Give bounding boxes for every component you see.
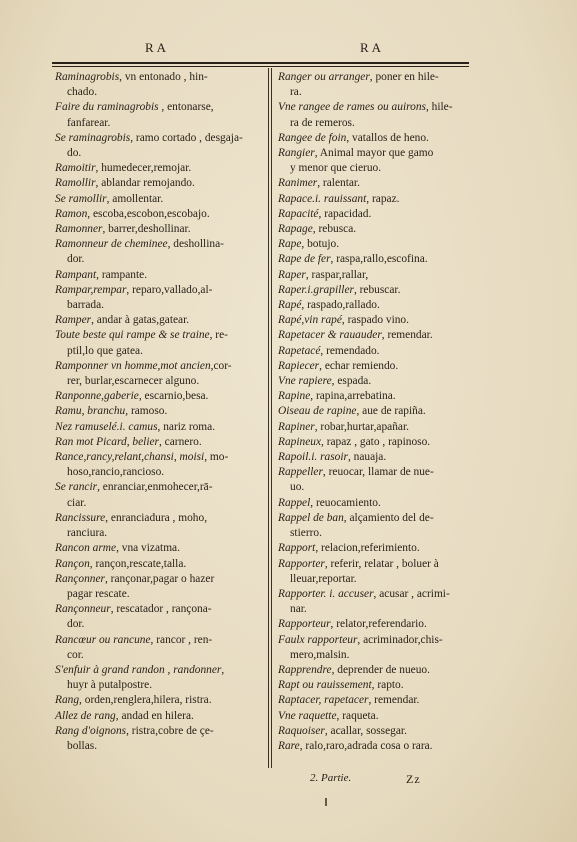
entry-headword: Ramonneur de cheminee	[55, 238, 168, 251]
entry-definition: , rebusca.	[312, 223, 357, 236]
entry-continuation: y menor que cieruo.	[290, 162, 382, 175]
dictionary-entry	[278, 298, 478, 313]
dictionary-entry	[55, 663, 263, 693]
entry-definition: , robar,hurtar,apañar.	[314, 420, 409, 433]
header-rule-thin	[52, 66, 469, 67]
entry-definition: , barrer,deshollinar.	[102, 223, 191, 236]
dictionary-entry	[278, 693, 478, 708]
entry-headword: Rapporteur	[278, 618, 331, 631]
entry-headword: Raper.i.grapiller	[278, 283, 354, 296]
entry-headword: Rapoil.i. rasoir	[278, 451, 348, 464]
entry-definition: , reuocamiento.	[310, 496, 381, 509]
entry-definition: , ralo,raro,adrada cosa o rara.	[299, 739, 433, 752]
entry-headword: Ramper	[55, 314, 92, 327]
entry-continuation: ciar.	[67, 496, 87, 509]
entry-definition: , raqueta.	[336, 709, 379, 722]
entry-definition: , nariz roma.	[157, 420, 216, 433]
dictionary-entry	[278, 450, 478, 465]
entry-headword: Rang d'oignons	[55, 724, 127, 737]
entry-definition: , vatallos de heno.	[346, 131, 429, 144]
entry-headword: Ramollir	[55, 177, 96, 190]
entry-continuation: barrada.	[67, 299, 104, 312]
entry-headword: Ramponner vn homme,mot ancien	[55, 359, 211, 372]
entry-headword: Rappel	[278, 496, 311, 509]
dictionary-entry	[55, 328, 263, 358]
running-head	[55, 40, 467, 62]
dictionary-entry	[55, 557, 263, 572]
dictionary-entry	[278, 663, 478, 678]
entry-definition: , raspa,rallo,escofina.	[330, 253, 428, 266]
entry-definition: , mo-	[204, 451, 229, 464]
entry-headword: Rançonner	[55, 572, 105, 585]
entry-definition: , entonarse,	[158, 101, 214, 114]
entry-definition: , aue de rapiña.	[356, 405, 426, 418]
entry-definition: , deprender de nueuo.	[331, 663, 430, 676]
column-divider-inner	[271, 68, 272, 768]
left-column	[55, 70, 263, 754]
entry-headword: Rançonneur	[55, 603, 111, 616]
entry-definition: , acusar , acrimi-	[373, 587, 450, 600]
dictionary-entry	[55, 541, 263, 556]
dictionary-entry	[55, 161, 263, 176]
entry-headword: Allez de rang	[55, 709, 116, 722]
dictionary-entry	[278, 496, 478, 511]
dictionary-entry	[278, 268, 478, 283]
dictionary-entry	[55, 131, 263, 161]
entry-definition: , escarnio,besa.	[138, 390, 209, 403]
dictionary-entry	[278, 359, 478, 374]
dictionary-entry	[278, 313, 478, 328]
entry-definition: , vna vizatma.	[116, 542, 180, 555]
entry-definition: , re-	[209, 329, 228, 342]
entry-headword: Rancissure	[55, 511, 106, 524]
entry-definition: , poner en hile-	[369, 71, 439, 83]
entry-definition: ,cor-	[210, 359, 232, 372]
entry-headword: Ramu, branchu	[55, 405, 126, 418]
entry-definition: , botujo.	[301, 238, 340, 251]
entry-definition: , deshollina-	[167, 238, 224, 251]
entry-definition: , carnero.	[158, 435, 202, 448]
entry-definition: , raspar,rallar,	[305, 268, 369, 281]
dictionary-entry	[278, 192, 478, 207]
entry-headword: Rapé,vin rapé	[278, 314, 342, 327]
entry-headword: Rapiecer	[278, 359, 320, 372]
dictionary-entry	[278, 678, 478, 693]
dictionary-entry	[278, 435, 478, 450]
entry-definition: , ramoso.	[125, 405, 168, 418]
entry-headword: Ranger ou arranger	[278, 71, 370, 83]
entry-headword: Nez ramuselé.i. camus	[55, 420, 158, 433]
entry-headword: Ranponne,gaberie	[55, 390, 139, 403]
entry-headword: Rapineux	[278, 435, 322, 448]
entry-definition: , orden,renglera,hilera, ristra.	[79, 694, 212, 707]
entry-headword: Rangee de foin	[278, 131, 347, 144]
entry-headword: S'enfuir à grand randon , randonner	[55, 663, 222, 676]
entry-definition: , relator,referendario.	[330, 618, 427, 631]
entry-headword: Se ramollir	[55, 192, 107, 205]
dictionary-entry	[278, 237, 478, 252]
dictionary-entry	[278, 724, 478, 739]
entry-headword: Rançon	[55, 557, 90, 570]
entry-headword: Vne raquette	[278, 709, 337, 722]
entry-definition: , reuocar, llamar de nue-	[322, 466, 434, 479]
running-head-left: RA	[145, 40, 170, 55]
entry-definition: , acriminador,chis-	[357, 633, 443, 646]
column-divider	[268, 68, 269, 768]
dictionary-entry	[55, 511, 263, 541]
entry-headword: Rappeller	[278, 466, 323, 479]
entry-continuation: mero,malsin.	[290, 648, 350, 661]
dictionary-entry	[278, 328, 478, 343]
entry-definition: , relacion,referimiento.	[315, 542, 420, 555]
entry-continuation: rer, burlar,escarnecer alguno.	[67, 375, 200, 388]
entry-headword: Se rancir	[55, 481, 98, 494]
entry-continuation: chado.	[67, 86, 98, 99]
entry-headword: Rapacité	[278, 207, 319, 220]
entry-definition: , vn entonado , hin-	[119, 71, 208, 83]
entry-headword: Rapace.i. rauissant	[278, 192, 367, 205]
entry-definition: , raspado,rallado.	[301, 299, 380, 312]
entry-continuation: dor.	[67, 253, 85, 266]
dictionary-entry	[55, 268, 263, 283]
entry-definition: , referir, relatar , boluer à	[324, 557, 439, 570]
entry-headword: Vne rangee de rames ou auirons	[278, 101, 426, 114]
dictionary-entry	[278, 404, 478, 419]
entry-definition: , rapto.	[371, 679, 404, 692]
dictionary-entry	[278, 465, 478, 495]
dictionary-entry	[55, 313, 263, 328]
entry-definition: , rapaz.	[366, 192, 400, 205]
entry-continuation: ra de remeros.	[290, 116, 355, 129]
dictionary-entry	[278, 557, 478, 587]
dictionary-entry	[55, 176, 263, 191]
entry-definition: , enranciar,enmohecer,rā-	[97, 481, 213, 494]
entry-headword: Raper	[278, 268, 306, 281]
entry-headword: Raptacer, rapetacer	[278, 694, 369, 707]
entry-headword: Rapporter	[278, 557, 325, 570]
entry-headword: Rancon arme	[55, 542, 117, 555]
dictionary-entry	[55, 724, 263, 754]
entry-definition: , remendado.	[320, 344, 380, 357]
entry-headword: Vne rapiere	[278, 375, 332, 388]
entry-headword: Raquoiser	[278, 724, 325, 737]
entry-definition: , nauaja.	[347, 451, 387, 464]
entry-headword: Rapt ou rauissement	[278, 679, 372, 692]
entry-headword: Ramon	[55, 207, 88, 220]
right-column	[278, 70, 478, 754]
entry-definition: , rapaz , gato , rapinoso.	[321, 435, 431, 448]
dictionary-entry	[278, 70, 478, 100]
entry-headword: Ramonner	[55, 223, 103, 236]
entry-definition: , ralentar.	[317, 177, 360, 190]
entry-continuation: dor.	[67, 618, 85, 631]
dictionary-entry	[278, 541, 478, 556]
dictionary-entry	[278, 709, 478, 724]
dictionary-entry	[278, 374, 478, 389]
entry-headword: Rangier	[278, 147, 315, 160]
dictionary-entry	[278, 100, 478, 130]
entry-headword: Rampant	[55, 268, 97, 281]
entry-headword: Rapport	[278, 542, 316, 555]
entry-headword: Ranimer	[278, 177, 318, 190]
dictionary-entry	[55, 207, 263, 222]
dictionary-entry	[55, 420, 263, 435]
entry-continuation: lleuar,reportar.	[290, 572, 357, 585]
dictionary-entry	[55, 283, 263, 313]
entry-headword: Se raminagrobis	[55, 131, 131, 144]
dictionary-entry	[55, 359, 263, 389]
dictionary-entry	[55, 389, 263, 404]
entry-headword: Ramoitir	[55, 162, 96, 175]
entry-continuation: ra.	[290, 86, 302, 99]
quire-mark: Zz	[406, 772, 421, 786]
entry-headword: Faire du raminagrobis	[55, 101, 159, 114]
dictionary-entry	[278, 207, 478, 222]
entry-definition: , ramo cortado , desgaja-	[130, 131, 243, 144]
entry-continuation: hoso,rancio,ranciosо.	[67, 466, 165, 479]
entry-continuation: ranciura.	[67, 527, 108, 540]
dictionary-entry	[55, 709, 263, 724]
entry-headword: Rappel de ban	[278, 511, 344, 524]
entry-headword: Rapporter. i. accuser	[278, 587, 374, 600]
dictionary-entry	[55, 480, 263, 510]
dictionary-entry	[278, 389, 478, 404]
entry-definition: , rampante.	[96, 268, 148, 281]
dictionary-entry	[278, 420, 478, 435]
dictionary-entry	[55, 404, 263, 419]
entry-headword: Toute beste qui rampe & se traine	[55, 329, 210, 342]
entry-headword: Rampar,rempar	[55, 283, 127, 296]
entry-definition: ,	[221, 663, 225, 676]
dictionary-entry	[278, 633, 478, 663]
entry-headword: Rapiner	[278, 420, 315, 433]
entry-continuation: nar.	[290, 603, 307, 616]
page-footer	[278, 772, 478, 788]
dictionary-entry	[278, 283, 478, 298]
dictionary-entry	[278, 131, 478, 146]
entry-definition: , remendar.	[381, 329, 433, 342]
entry-headword: Oiseau de rapine	[278, 405, 357, 418]
dictionary-entry	[278, 146, 478, 176]
entry-definition: , ristra,cobre de çe-	[126, 724, 214, 737]
dictionary-entry	[55, 237, 263, 267]
dictionary-entry	[55, 192, 263, 207]
entry-continuation: cor.	[67, 648, 84, 661]
entry-continuation: bollas.	[67, 739, 98, 752]
entry-definition: , ablandar remojando.	[95, 177, 195, 190]
entry-continuation: huyr à putalpostre.	[67, 679, 153, 692]
dictionary-entry	[278, 222, 478, 237]
dictionary-entry	[278, 511, 478, 541]
entry-definition: , rançon,rescate,talla.	[89, 557, 187, 570]
entry-headword: Rapetacé	[278, 344, 321, 357]
entry-definition: , rebuscar.	[353, 283, 401, 296]
entry-headword: Rapé	[278, 299, 302, 312]
entry-definition: , raspado vino.	[341, 314, 409, 327]
entry-definition: , echar remiendo.	[319, 359, 399, 372]
dictionary-entry	[55, 222, 263, 237]
entry-definition: , humedecer,remojar.	[95, 162, 192, 175]
entry-definition: , Animal mayor que gamo	[314, 147, 434, 160]
entry-definition: , escoba,escobon,escobajo.	[87, 207, 210, 220]
signature-mark: 2. Partie.	[310, 772, 352, 784]
entry-definition: , andad en hilera.	[115, 709, 194, 722]
entry-definition: , remendar.	[368, 694, 420, 707]
entry-headword: Ran mot Picard, belier	[55, 435, 159, 448]
entry-headword: Rare	[278, 739, 300, 752]
entry-definition: , rescatador , rançona-	[110, 603, 212, 616]
entry-headword: Rapine	[278, 390, 311, 403]
entry-headword: Rape de fer	[278, 253, 331, 266]
running-head-right: RA	[360, 40, 385, 55]
entry-headword: Rapetacer & rauauder	[278, 329, 382, 342]
entry-headword: Faulx rapporteur	[278, 633, 358, 646]
dictionary-entry	[278, 617, 478, 632]
entry-definition: , rapina,arrebatina.	[310, 390, 396, 403]
entry-headword: Rance,rancy,relant,chansi, moisi	[55, 451, 205, 464]
dictionary-entry	[278, 252, 478, 267]
entry-definition: , espada.	[331, 375, 372, 388]
entry-definition: , rançonar,pagar o hazer	[104, 572, 215, 585]
entry-continuation: do.	[67, 147, 82, 160]
entry-definition: , amollentar.	[106, 192, 164, 205]
dictionary-entry	[278, 587, 478, 617]
entry-continuation: uo.	[290, 481, 305, 494]
dictionary-entry	[55, 693, 263, 708]
dictionary-entry	[55, 100, 263, 130]
entry-headword: Rape	[278, 238, 302, 251]
dictionary-entry	[278, 344, 478, 359]
entry-definition: , reparo,vallado,al-	[126, 283, 213, 296]
entry-continuation: stierro.	[290, 527, 322, 540]
entry-continuation: fanfarear.	[67, 116, 111, 129]
dictionary-entry	[55, 633, 263, 663]
entry-definition: , andar à gatas,gatear.	[91, 314, 190, 327]
dictionary-entry	[55, 572, 263, 602]
header-rule	[52, 62, 469, 64]
entry-definition: , acallar, sossegar.	[324, 724, 407, 737]
dictionary-entry	[55, 435, 263, 450]
entry-continuation: ptil,lo que gatea.	[67, 344, 143, 357]
dictionary-entry	[278, 176, 478, 191]
bottom-mark	[325, 798, 327, 806]
entry-definition: , alçamiento del de-	[343, 511, 434, 524]
entry-headword: Rapprendre	[278, 663, 332, 676]
dictionary-entry	[55, 70, 263, 100]
entry-definition: , hile-	[425, 101, 453, 114]
entry-headword: Raminagrobis	[55, 71, 120, 83]
entry-continuation: pagar rescate.	[67, 587, 130, 600]
entry-headword: Rancœur ou rancune	[55, 633, 151, 646]
entry-definition: , rancor , ren-	[150, 633, 213, 646]
entry-definition: , enranciadura , moho,	[105, 511, 208, 524]
dictionary-entry	[55, 602, 263, 632]
entry-headword: Rang	[55, 694, 80, 707]
entry-definition: , rapacidad.	[318, 207, 372, 220]
dictionary-entry	[55, 450, 263, 480]
dictionary-entry	[278, 739, 478, 754]
entry-headword: Rapage	[278, 223, 313, 236]
